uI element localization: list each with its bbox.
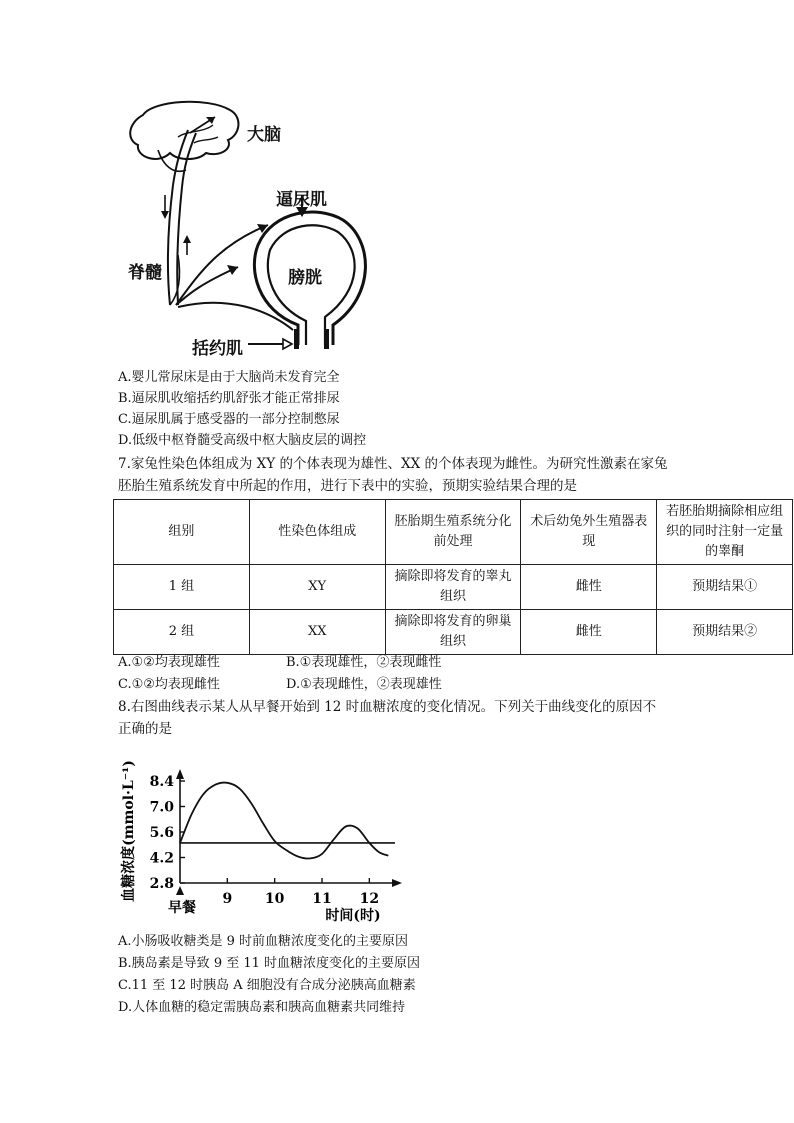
cell-chromosome: XY (249, 565, 385, 610)
cell-result: 预期结果② (657, 610, 793, 655)
cell-phenotype: 雌性 (521, 610, 657, 655)
q6-option-d: D.低级中枢脊髓受高级中枢大脑皮层的调控 (118, 433, 367, 448)
label-sphincter: 括约肌 (192, 339, 243, 359)
x-tick-label: 12 (359, 891, 380, 907)
label-bladder: 膀胱 (288, 268, 322, 288)
q6-option-c: C.逼尿肌属于感受器的一部分控制憋尿 (118, 412, 340, 427)
table-row (114, 565, 793, 610)
q8-option-a: A.小肠吸收糖类是 9 时前血糖浓度变化的主要原因 (118, 934, 409, 949)
label-brain: 大脑 (247, 125, 281, 145)
q7-stem-line2: 胚胎生殖系统发育中所起的作用，进行下表中的实验，预期实验结果合理的是 (118, 478, 577, 494)
spinal-cord (168, 185, 182, 305)
header-phenotype: 术后幼兔外生殖器表现 (521, 500, 657, 565)
q7-option-b: B.①表现雄性，②表现雌性 (286, 655, 442, 670)
y-tick-label: 4.2 (149, 850, 174, 867)
series-line-blood-glucose (180, 783, 388, 859)
label-detrusor: 逼尿肌 (276, 190, 327, 210)
q8-stem-line2: 正确的是 (118, 721, 172, 737)
q6-option-a: A.婴儿常尿床是由于大脑尚未发育完全 (118, 370, 340, 385)
cell-treatment: 摘除即将发育的卵巢组织 (385, 610, 521, 655)
brain-shape (130, 102, 238, 159)
q7-option-a: A.①②均表现雄性 (118, 655, 220, 670)
cell-treatment: 摘除即将发育的睾丸组织 (385, 565, 521, 610)
q6-option-b: B.逼尿肌收缩括约肌舒张才能正常排尿 (118, 391, 340, 406)
cell-chromosome: XX (249, 610, 385, 655)
x-tick-label: 10 (264, 891, 285, 907)
y-tick-label: 2.8 (149, 876, 174, 892)
y-tick-label: 7.0 (149, 799, 174, 816)
x-start-label: 早餐 (168, 900, 196, 916)
x-tick-label: 9 (222, 891, 233, 907)
blood-glucose-chart (118, 755, 408, 927)
breakfast-marker (176, 886, 184, 895)
header-chromosome: 性染色体组成 (249, 500, 385, 565)
table-row (114, 610, 793, 655)
y-tick-label: 8.4 (149, 774, 174, 790)
q7-table (113, 499, 793, 655)
header-injection: 若胚胎期摘除相应组织的同时注射一定量的睾酮 (657, 500, 793, 565)
q8-option-c: C.11 至 12 时胰岛 A 细胞没有合成分泌胰高血糖素 (118, 978, 416, 993)
q7-stem-line1: 7.家兔性染色体组成为 XY 的个体表现为雄性、XX 的个体表现为雌性。为研究性激素在家兔 (118, 456, 668, 472)
q8-option-b: B.胰岛素是导致 9 至 11 时血糖浓度变化的主要原因 (118, 956, 421, 971)
x-axis-label: 时间(时) (325, 908, 381, 924)
table-header-row (114, 500, 793, 565)
cell-group: 2 组 (114, 610, 250, 655)
q8-option-d: D.人体血糖的稳定需胰岛素和胰高血糖素共同维持 (118, 1000, 406, 1015)
q8-stem-line1: 8.右图曲线表示某人从早餐开始到 12 时血糖浓度的变化情况。下列关于曲线变化的原因不 (118, 699, 657, 715)
header-group: 组别 (114, 500, 250, 565)
cell-result: 预期结果① (657, 565, 793, 610)
header-treatment: 胚胎期生殖系统分化前处理 (385, 500, 521, 565)
label-spinal-cord: 脊髓 (128, 263, 162, 283)
q7-option-c: C.①②均表现雌性 (118, 677, 220, 692)
q7-option-d: D.①表现雌性，②表现雄性 (286, 677, 442, 692)
cell-group: 1 组 (114, 565, 250, 610)
y-tick-label: 5.6 (149, 825, 174, 841)
cell-phenotype: 雌性 (521, 565, 657, 610)
x-tick-label: 11 (312, 891, 332, 907)
y-axis-label: 血糖浓度(mmol·L⁻¹) (121, 760, 137, 902)
